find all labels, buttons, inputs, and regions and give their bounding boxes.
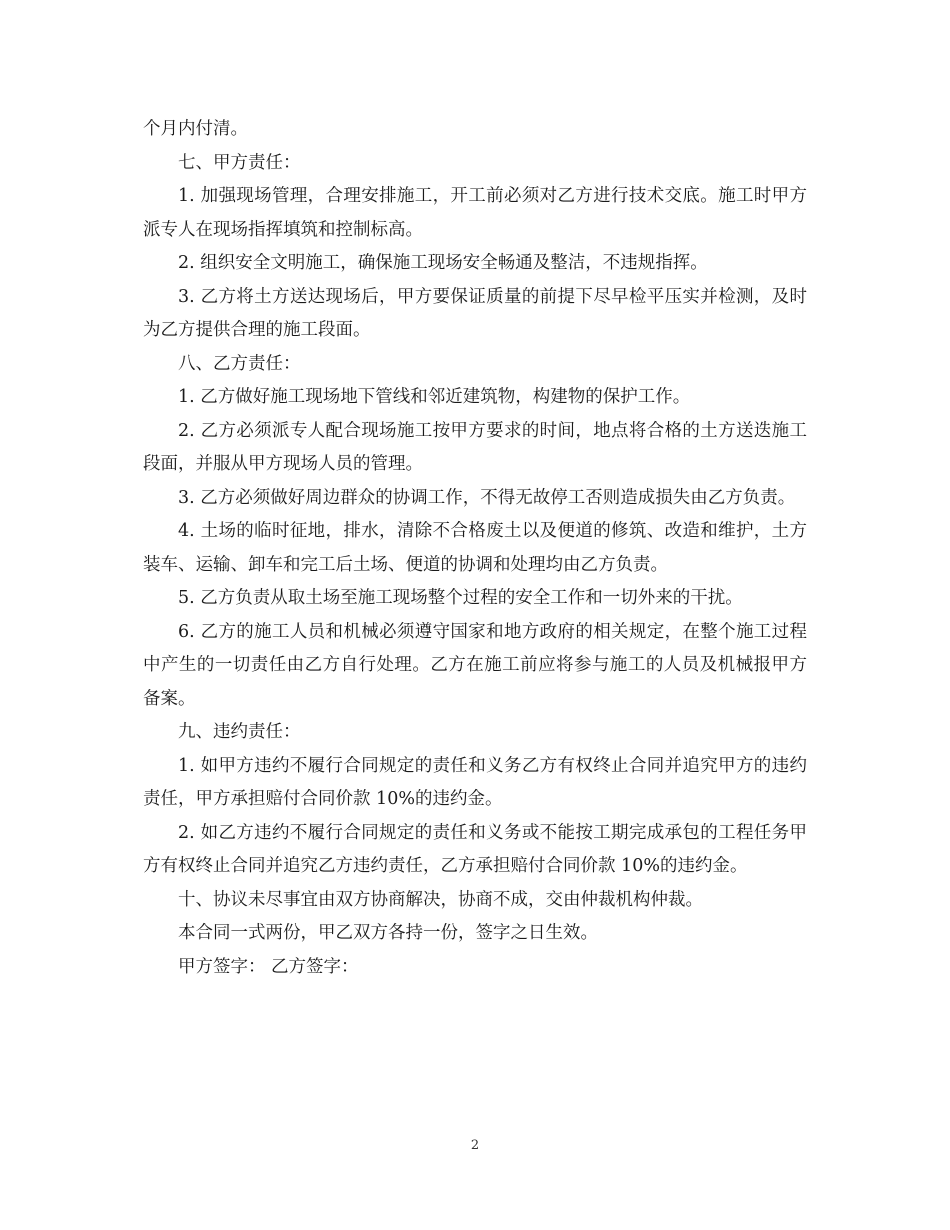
paragraph: 本合同一式两份，甲乙双方各持一份，签字之日生效。: [178, 923, 598, 943]
paragraph: 1. 乙方做好施工现场地下管线和邻近建筑物，构建物的保护工作。: [178, 387, 691, 407]
paragraph: 1. 加强现场管理，合理安排施工，开工前必须对乙方进行技术交底。施工时甲方派专人在现场指挥填筑和控制标高。: [143, 186, 807, 240]
document-body: [143, 113, 807, 984]
page-number: 2: [470, 1138, 480, 1153]
paragraph: 5. 乙方负责从取土场至施工现场整个过程的安全工作和一切外来的干扰。: [178, 588, 743, 608]
paragraph: 个月内付清。: [143, 119, 248, 139]
paragraph: 十、协议未尽事宜由双方协商解决，协商不成，交由仲裁机构仲裁。: [178, 889, 703, 910]
paragraph: 2. 如乙方违约不履行合同规定的责任和义务或不能按工期完成承包的工程任务甲方有权终止合同并追究乙方违约责任，乙方承担赔付合同价款 10%的违约金。: [143, 822, 807, 876]
paragraph: 2. 组织安全文明施工，确保施工现场安全畅通及整洁，不违规指挥。: [178, 253, 708, 273]
paragraph: 七、甲方责任：: [178, 152, 301, 173]
paragraph: 1. 如甲方违约不履行合同规定的责任和义务乙方有权终止合同并追究甲方的违约责任，甲方承担赔付合同价款 10%的违约金。: [143, 755, 807, 809]
paragraph: 3. 乙方必须做好周边群众的协调工作，不得无故停工否则造成损失由乙方负责。: [178, 487, 796, 508]
paragraph: 八、乙方责任：: [178, 353, 301, 374]
paragraph: 九、违约责任：: [178, 722, 301, 742]
paragraph: 3. 乙方将土方送达现场后，甲方要保证质量的前提下尽早检平压实并检测，及时为乙方提供合理的施工段面。: [143, 286, 807, 340]
paragraph: 4. 土场的临时征地，排水，清除不合格废土以及便道的修筑、改造和维护，土方装车、运输、卸车和完工后土场、便道的协调和处理均由乙方负责。: [143, 521, 807, 575]
paragraph: 6. 乙方的施工人员和机械必须遵守国家和地方政府的相关规定，在整个施工过程中产生的一切责任由乙方自行处理。乙方在施工前应将参与施工的人员及机械报甲方备案。: [143, 621, 807, 709]
paragraph: 甲方签字： 乙方签字：: [178, 956, 359, 977]
paragraph: 2. 乙方必须派专人配合现场施工按甲方要求的时间，地点将合格的土方送迭施工段面，并服从甲方现场人员的管理。: [143, 420, 807, 474]
